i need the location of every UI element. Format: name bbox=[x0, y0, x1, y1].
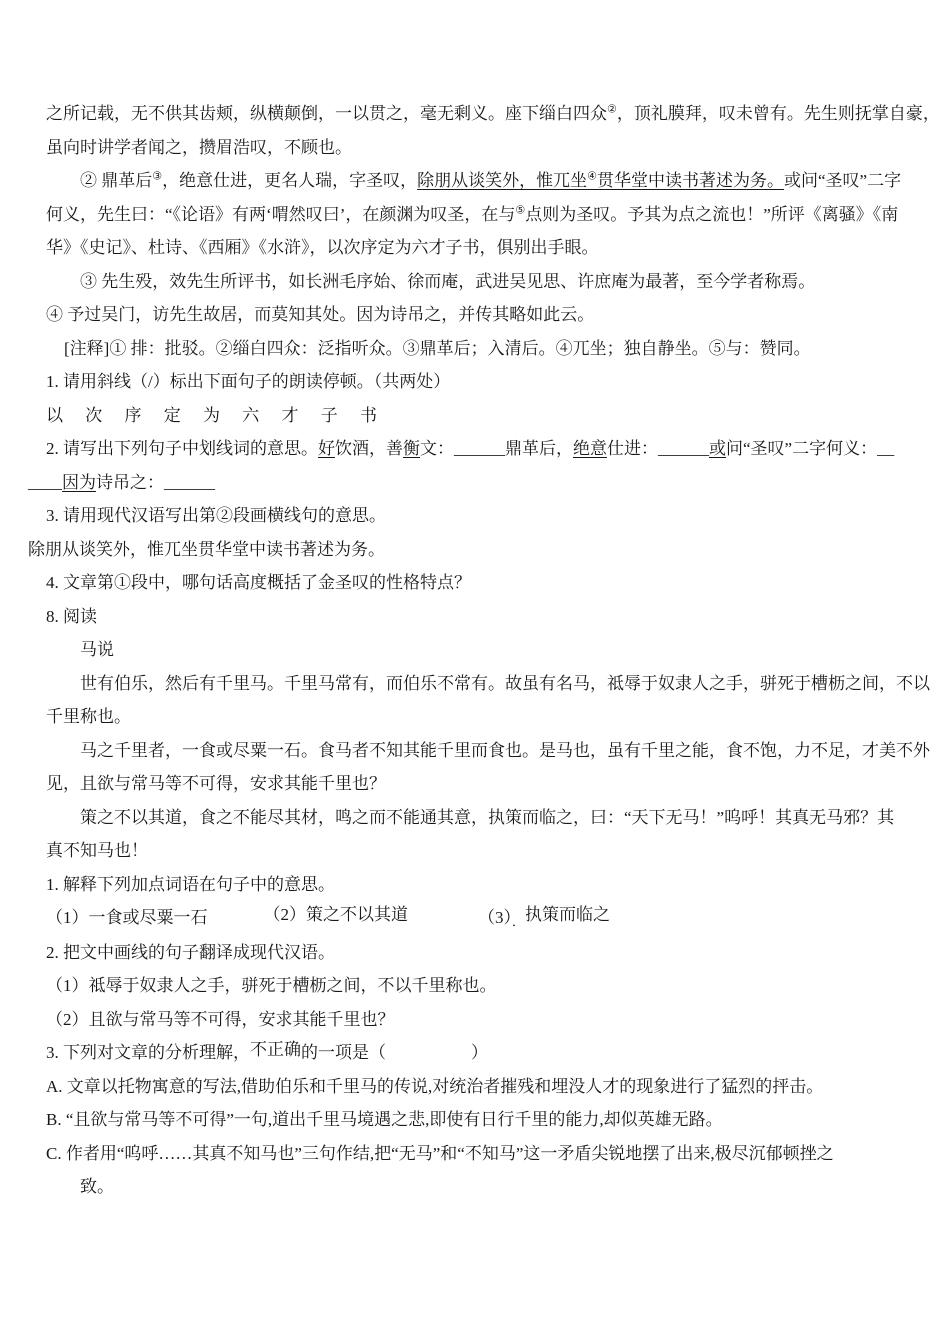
passage1-paragraph2-line3 bbox=[46, 231, 926, 265]
question-2-continuation bbox=[28, 466, 926, 500]
text: ，绝意仕进，更名人瑞，字圣叹， bbox=[162, 171, 418, 190]
text: 世有伯乐，然后有千里马。千里马常有，而伯乐不常有。故虽有名马，祗辱于奴隶人之手，骈死于槽枥之间，不以 bbox=[80, 673, 930, 693]
text: C. 作者用“呜呼……其真不知马也”三句作结,把“无马”和“不知马”这一矛盾尖锐地摆了出来,极尽沉郁顿挫之 bbox=[46, 1143, 834, 1163]
text: 贯华堂中读书著述为务。 bbox=[597, 171, 784, 190]
text: 何义，先生曰：“《论语》有两‘喟然叹曰’，在颜渊为叹圣，在与 bbox=[46, 204, 516, 224]
text: 鼎革后， bbox=[505, 439, 573, 458]
text: B. “且欲与常马等不可得”一句,道出千里马境遇之悲,即使有日行千里的能力,却似英雄无路。 bbox=[46, 1110, 723, 1129]
passage2-paragraph2-line2 bbox=[46, 767, 926, 801]
underlined-word: 因为 bbox=[62, 472, 96, 492]
passage1-paragraph3 bbox=[46, 265, 926, 299]
question-1 bbox=[46, 365, 926, 399]
question-1-sentence bbox=[46, 399, 926, 433]
question-3 bbox=[46, 499, 926, 533]
passage2-question-2-s1 bbox=[46, 969, 926, 1003]
passage1-paragraph2-line2 bbox=[46, 198, 926, 232]
underlined-word: 或 bbox=[709, 439, 726, 458]
text: 1. 请用斜线（/）标出下面句子的朗读停顿。（共两处） bbox=[46, 372, 451, 391]
text: 的一项是（ ） bbox=[301, 1043, 488, 1062]
item-3: 执策而临之 bbox=[525, 905, 611, 924]
question-3-sentence bbox=[28, 533, 926, 567]
text: 见，且欲与常马等不可得，安求其能千里也？ bbox=[46, 774, 386, 793]
text: 2. 把文中画线的句子翻译成现代汉语。 bbox=[46, 942, 335, 962]
footnote-ref-5: ⑤ bbox=[515, 203, 526, 216]
text: 致。 bbox=[80, 1177, 114, 1196]
option-B bbox=[46, 1103, 926, 1137]
item-2: （2）策之不以其道 bbox=[263, 905, 408, 924]
question-2 bbox=[46, 432, 926, 466]
text: 虽向时讲学者闻之，攒眉浩叹，不顾也。 bbox=[46, 137, 352, 157]
passage1-line2 bbox=[46, 131, 926, 165]
footnotes-line bbox=[46, 332, 926, 366]
passage1-line1 bbox=[46, 97, 940, 131]
footnote-ref-3: ③ bbox=[152, 170, 163, 183]
text: 仕进： bbox=[607, 439, 658, 458]
emphasis-dot: ． bbox=[512, 914, 526, 929]
question-4 bbox=[46, 566, 926, 600]
text: 或问“圣叹”二字 bbox=[784, 171, 902, 190]
passage2-question-1 bbox=[46, 868, 926, 902]
text: 真不知马也！ bbox=[46, 841, 148, 860]
passage2-paragraph2-line1 bbox=[46, 734, 930, 768]
footnote-ref-2: ② bbox=[607, 103, 617, 116]
item-1: （1）一食或尽粟一石 bbox=[46, 908, 208, 927]
option-C-line1 bbox=[46, 1137, 926, 1171]
underlined-sentence bbox=[417, 171, 784, 190]
answer-blank: ______ bbox=[454, 439, 505, 458]
option-A bbox=[46, 1070, 926, 1104]
passage2-paragraph3-line1 bbox=[46, 801, 926, 835]
passage1-paragraph4 bbox=[46, 298, 926, 332]
underlined-word: 衡 bbox=[403, 439, 420, 458]
text: 除朋从谈笑外，惟兀坐贯华堂中读书著述为务。 bbox=[28, 539, 385, 559]
answer-blank: ____ bbox=[28, 472, 62, 492]
footnote-ref-4: ④ bbox=[587, 170, 597, 183]
text: 诗吊之： bbox=[96, 472, 164, 492]
question-8-header bbox=[46, 600, 926, 634]
passage2-title bbox=[46, 633, 926, 667]
passage2-question-2-s2 bbox=[46, 1003, 926, 1037]
passage2-question-3 bbox=[46, 1036, 926, 1070]
item-3-label: （3） bbox=[478, 908, 512, 927]
passage2-paragraph3-line2 bbox=[46, 834, 926, 868]
text: （1）祗辱于奴隶人之手，骈死于槽枥之间，不以千里称也。 bbox=[46, 976, 497, 995]
text: ③ 先生殁，效先生所评书，如长洲毛序始、徐而庵，武进吴见思、许庶庵为最著，至今学者称焉。 bbox=[80, 271, 816, 291]
text: ④ 予过吴门，访先生故居，而莫知其处。因为诗吊之，并传其略如此云。 bbox=[46, 305, 595, 324]
text: 华》《史记》、杜诗、《西厢》《水浒》，以次序定为六才子书，俱别出手眼。 bbox=[46, 238, 599, 257]
text: ，顶礼膜拜，叹未曾有。先生则抚掌自豪， bbox=[616, 104, 940, 123]
text: 马之千里者，一食或尽粟一石。食马者不知其能千里而食也。是马也，虽有千里之能，食不饱，力不足，才美不外 bbox=[80, 740, 930, 760]
underlined-word: 绝意 bbox=[573, 439, 607, 458]
text: 以 次 序 定 为 六 才 子 书 bbox=[46, 405, 386, 425]
passage2-question-1-items bbox=[46, 901, 926, 936]
emphasized-word: 不正确 bbox=[250, 1040, 301, 1059]
text: 4. 文章第①段中，哪句话高度概括了金圣叹的性格特点？ bbox=[46, 573, 471, 592]
text: ② 鼎革后 bbox=[80, 171, 153, 190]
text: 文： bbox=[420, 439, 454, 458]
passage2-paragraph1-line2 bbox=[46, 700, 926, 734]
text: 3. 请用现代汉语写出第②段画横线句的意思。 bbox=[46, 506, 386, 525]
underlined-word: 好 bbox=[318, 439, 335, 458]
text: 问“圣叹”二字何义： bbox=[726, 439, 878, 458]
option-C-line2 bbox=[46, 1170, 926, 1204]
text: [注释]① 排：批驳。②缁白四众：泛指听众。③鼎革后；入清后。④兀坐；独自静坐。⑤与：赞同。 bbox=[64, 338, 811, 358]
text: 1. 解释下列加点词语在句子中的意思。 bbox=[46, 874, 335, 894]
text: A. 文章以托物寓意的写法,借助伯乐和千里马的传说,对统治者摧残和埋没人才的现象进行了猛烈的抨击。 bbox=[46, 1076, 824, 1096]
passage2-question-2 bbox=[46, 936, 926, 970]
answer-blank: __ bbox=[877, 439, 895, 458]
text: 策之不以其道，食之不能尽其材，鸣之而不能通其意，执策而临之，曰：“天下无马！”呜呼！其真无马邪？其 bbox=[80, 807, 895, 827]
text: （2）且欲与常马等不可得，安求其能千里也？ bbox=[46, 1009, 395, 1029]
text: 除朋从谈笑外，惟兀坐 bbox=[417, 171, 588, 190]
text: 2. 请写出下列句子中划线词的意思。 bbox=[46, 439, 318, 458]
text: 点则为圣叹。予其为点之流也！”所评《离骚》《南 bbox=[525, 204, 899, 224]
text: 马说 bbox=[80, 640, 114, 659]
text: 饮酒，善 bbox=[335, 439, 403, 458]
text: 之所记载，无不供其齿颊，纵横颠倒，一以贯之，毫无剩义。座下缁白四众 bbox=[46, 104, 607, 123]
passage1-paragraph2-line1 bbox=[46, 164, 926, 198]
text: 8. 阅读 bbox=[46, 606, 97, 626]
answer-blank: ______ bbox=[658, 439, 709, 458]
text: 千里称也。 bbox=[46, 707, 131, 726]
text: 3. 下列对文章的分析理解， bbox=[46, 1043, 250, 1062]
passage2-paragraph1-line1 bbox=[46, 667, 930, 701]
answer-blank: ______ bbox=[164, 472, 215, 492]
